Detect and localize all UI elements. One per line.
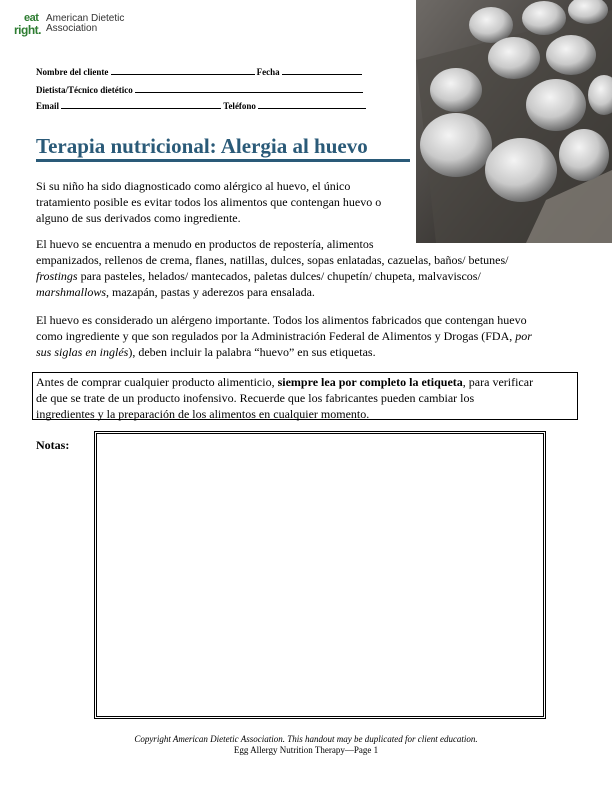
notes-area[interactable] [94, 431, 546, 719]
logo-org-name [46, 14, 124, 34]
email-label: Email [36, 101, 60, 111]
egg-sources-line-1: El huevo se encuentra a menudo en productos de repostería, alimentos [36, 237, 374, 251]
form-row-dietitian [36, 84, 365, 95]
warning-line-2: de que se trate de un producto inofensivo. Recuerde que los fabricantes pueden cambiar los [36, 391, 475, 405]
egg-sources-line-2: empanizados, rellenos de crema, flanes, natillas, dulces, sopas enlatadas, cazuelas, baños/ betunes/ [36, 253, 509, 267]
allergen-line-1: El huevo es considerado un alérgeno importante. Todos los alimentos fabricados que contengan huevo [36, 313, 527, 327]
date-line[interactable] [282, 66, 362, 75]
dietitian-label: Dietista/Técnico dietético [36, 85, 133, 95]
ada-logo [12, 12, 152, 38]
form-row-email-phone [36, 100, 368, 111]
logo-org-line2: Association [46, 23, 98, 34]
label-warning-text [36, 374, 581, 422]
copyright-notice: Copyright American Dietetic Association. This handout may be duplicated for client education. [134, 734, 478, 744]
allergen-labeling-paragraph [36, 312, 581, 360]
logo-org-line1: American Dietetic [46, 13, 125, 24]
client-name-label: Nombre del cliente [36, 67, 109, 77]
warning-line-3: ingredientes y la preparación de los alimentos en cualquier momento. [36, 407, 370, 421]
page-title: Terapia nutricional: Alergia al huevo [36, 134, 368, 158]
form-row-client-date [36, 66, 364, 77]
warning-line-1 [36, 374, 581, 390]
egg-sources-line-3-rest: para pasteles, helados/ mantecados, paletas dulces/ chupetín/ chupeta, malvaviscos/ [77, 269, 481, 283]
marshmallows-term: marshmallows [36, 285, 107, 299]
client-name-line[interactable] [111, 66, 255, 75]
allergen-line-3-rest: ), deben incluir la palabra “huevo” en sus etiquetas. [128, 345, 376, 359]
warning-post: , para verificar [462, 375, 534, 389]
page-footer: Egg Allergy Nutrition Therapy—Page 1 [233, 745, 379, 755]
phone-label: Teléfono [223, 101, 256, 111]
eggs-in-carton-image [416, 0, 612, 243]
egg-sources-line-3 [36, 268, 576, 284]
dietitian-line[interactable] [135, 84, 363, 93]
logo-mark-bottom: right. [14, 23, 41, 37]
allergen-line-2-italic: por [515, 329, 532, 343]
allergen-line-3 [36, 344, 581, 360]
logo-mark-top: eat [24, 12, 39, 24]
notes-label: Notas: [36, 438, 70, 452]
intro-paragraph: Si su niño ha sido diagnosticado como alérgico al huevo, el único tratamiento posible es evitar todos los alimentos que contengan huevo o alguno de sus derivados como ingrediente. [36, 179, 382, 225]
allergen-line-2 [36, 328, 581, 344]
allergen-line-2-text: como ingrediente y que son regulados por la Administración Federal de Alimentos y Drogas (FDA, [36, 329, 516, 343]
frostings-term: frostings [36, 269, 78, 283]
egg-sources-line-4 [36, 284, 576, 300]
date-label: Fecha [256, 67, 280, 77]
warning-bold: siempre lea por completo la etiqueta [277, 375, 463, 389]
eggs-photo [416, 0, 612, 243]
allergen-line-3-italic: sus siglas en inglés [36, 345, 129, 359]
title-underline [36, 159, 410, 162]
egg-sources-line-4-rest: , mazapán, pastas y aderezos para ensalada. [106, 285, 315, 299]
phone-line[interactable] [258, 100, 366, 109]
warning-pre: Antes de comprar cualquier producto alimenticio, [36, 375, 278, 389]
egg-sources-paragraph [36, 236, 576, 300]
email-line[interactable] [61, 100, 221, 109]
